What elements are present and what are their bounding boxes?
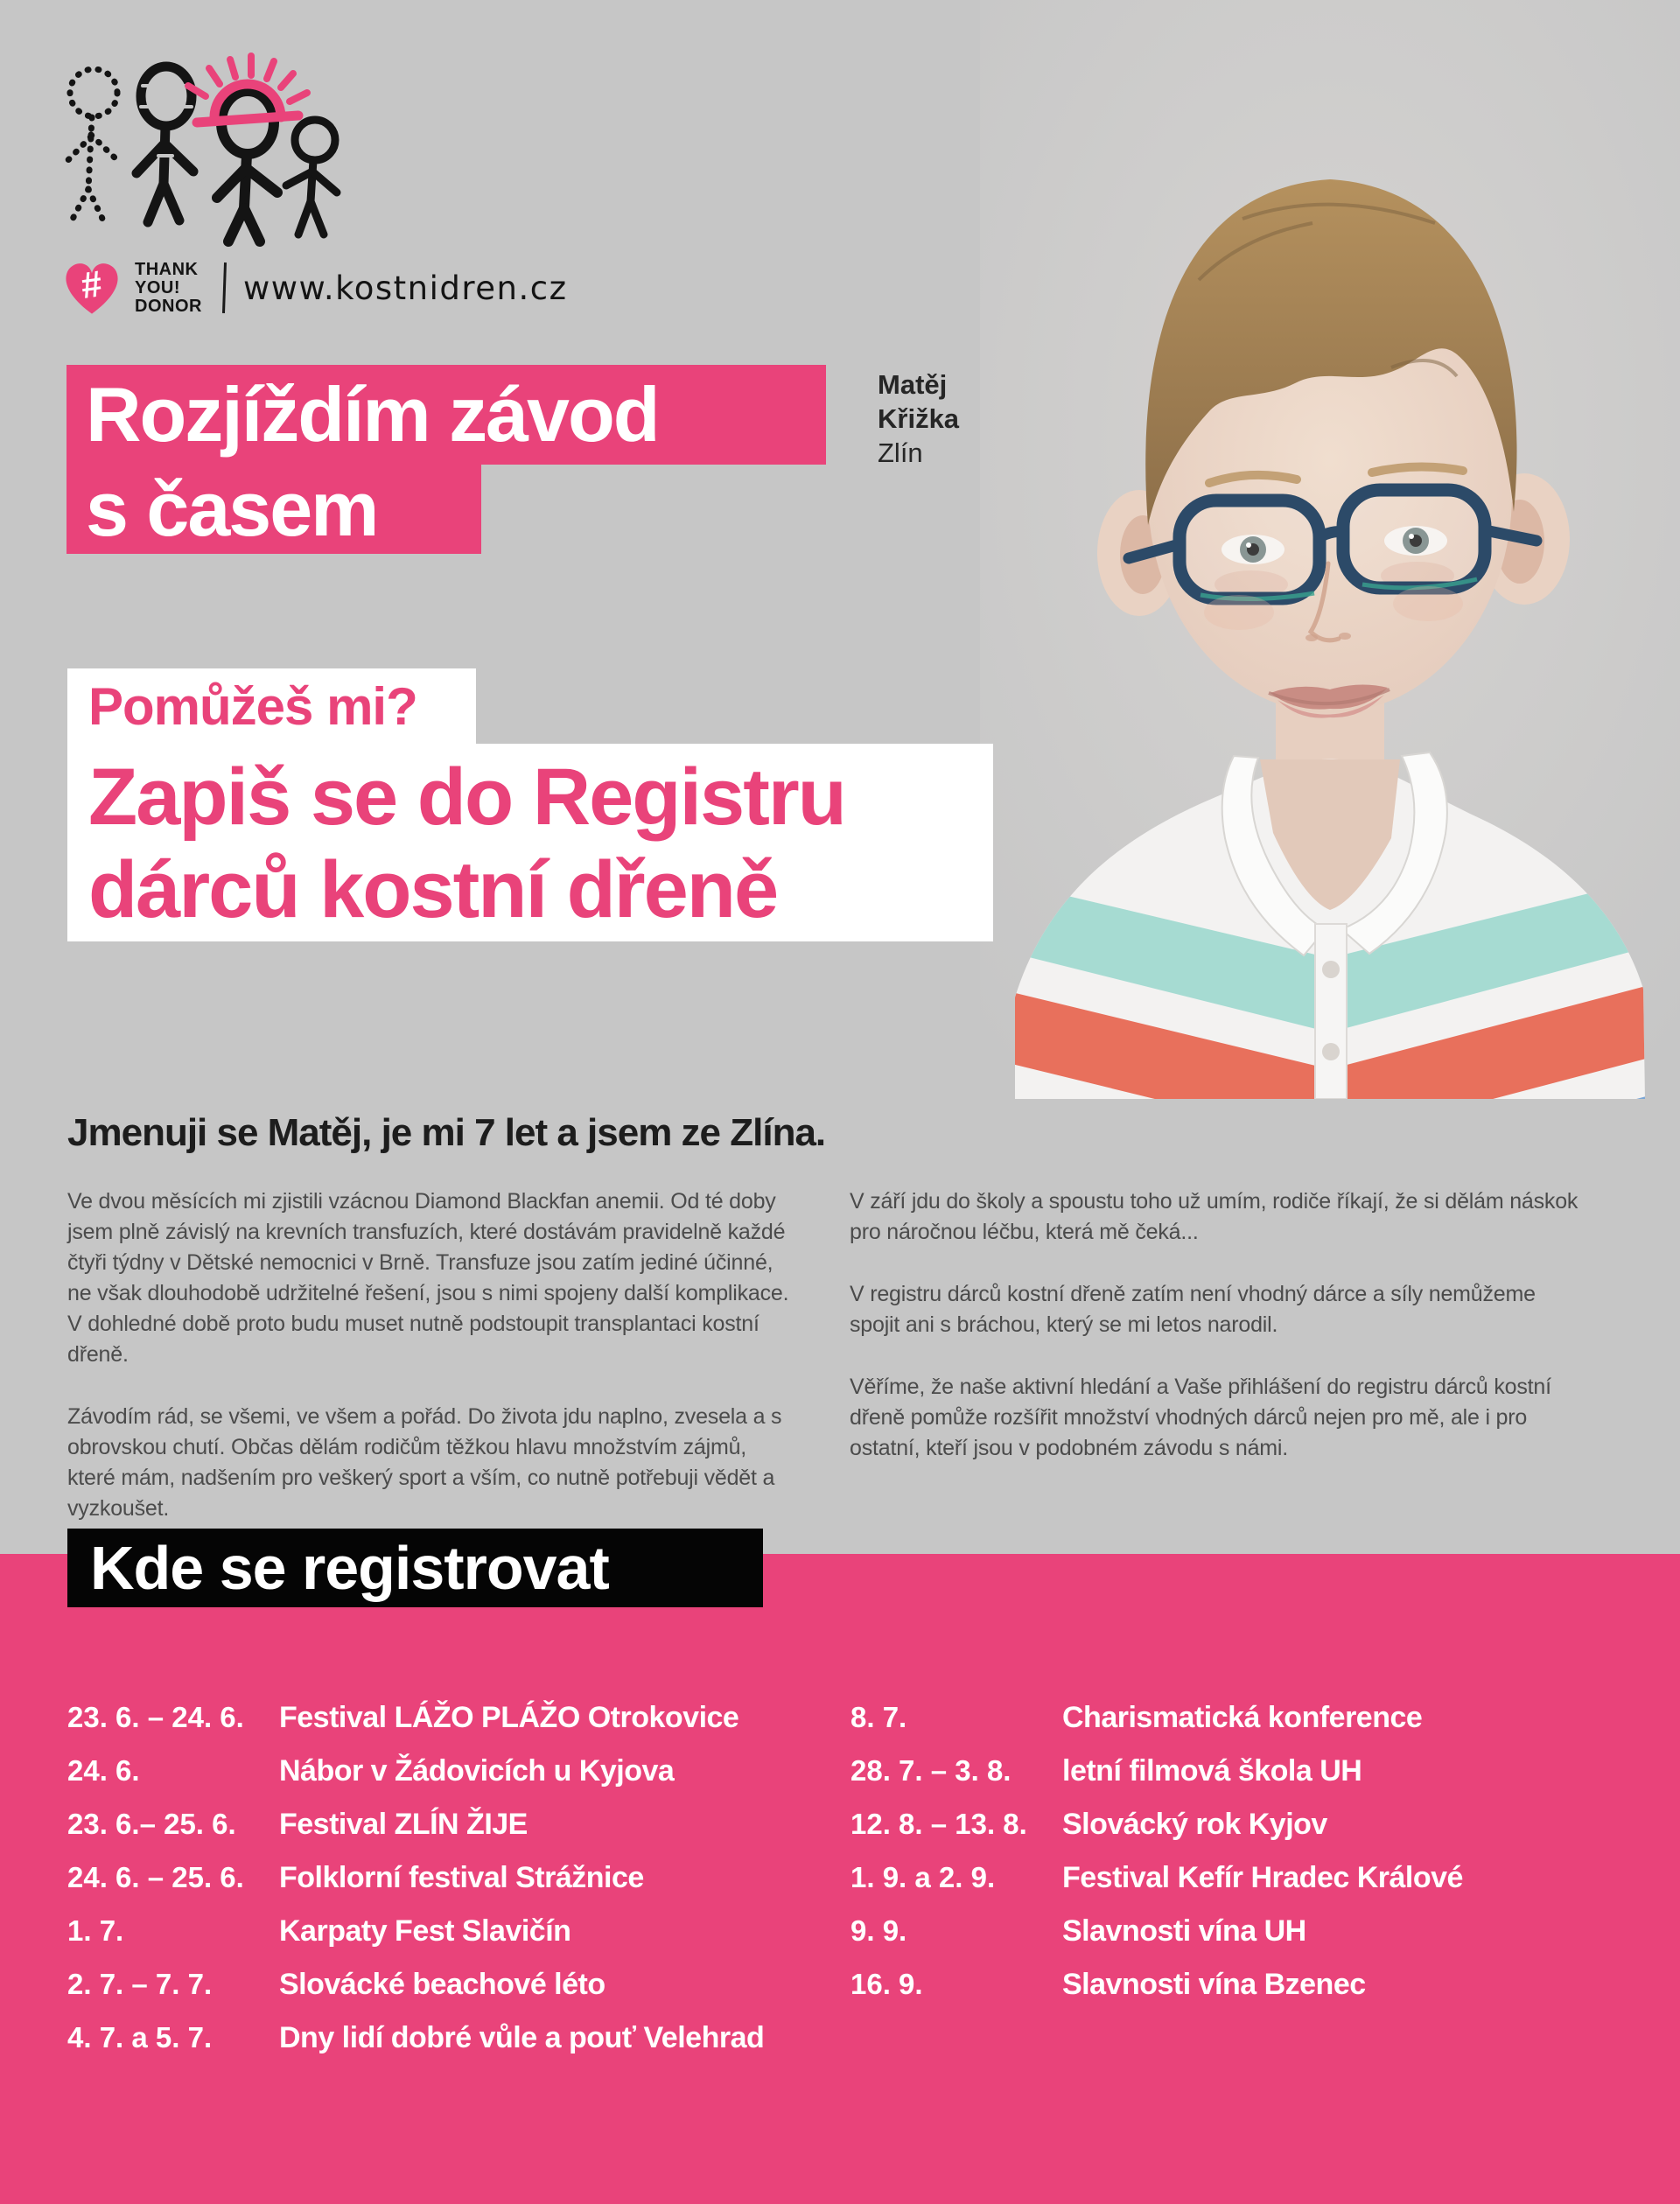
event-name: Nábor v Žádovicích u Kyjova: [279, 1754, 675, 1788]
event-row: [67, 1914, 802, 1968]
thank-line: THANK: [135, 259, 199, 279]
cta-line2: dárců kostní dřeně: [88, 845, 778, 934]
website-url: www.kostnidren.cz: [242, 269, 568, 307]
event-name: letní filmová škola UH: [1062, 1754, 1362, 1788]
event-name: Dny lidí dobré vůle a pouť Velehrad: [279, 2021, 765, 2054]
logo-divider: [222, 262, 227, 313]
story-paragraph: Závodím rád, se všemi, ve všem a pořád. Do života jdu naplno, zvesela a s obrovskou chutí. Občas dělám rodičům těžkou hlavu množstvím zájmů, které mám, nadšením pro veškerý sport a vším, co nutně potřebuji vědět a vyzkoušet.: [67, 1404, 782, 1521]
event-row: [850, 1914, 1603, 1968]
donor-line: DONOR: [135, 296, 202, 316]
event-date: 24. 6.: [67, 1754, 140, 1787]
event-row: [850, 1808, 1603, 1861]
event-name: Karpaty Fest Slavičín: [279, 1914, 571, 1948]
heart-hashtag-icon: [60, 257, 124, 318]
event-date: 4. 7. a 5. 7.: [67, 2021, 213, 2054]
events-list-left: [67, 1701, 802, 2075]
event-date: 2. 7. – 7. 7.: [67, 1968, 213, 2000]
person-first-name: Matěj: [878, 369, 948, 400]
person-city: Zlín: [878, 437, 923, 468]
event-name: Slovácké beachové léto: [279, 1968, 606, 2001]
event-name: Charismatická konference: [1062, 1701, 1423, 1734]
event-name: Festival LÁŽO PLÁŽO Otrokovice: [279, 1701, 739, 1734]
event-date: 23. 6.– 25. 6.: [67, 1808, 236, 1840]
event-name: Slovácký rok Kyjov: [1062, 1808, 1327, 1841]
person-last-name: Křižka: [878, 403, 960, 434]
event-name: Folklorní festival Strážnice: [279, 1861, 644, 1894]
story-paragraph: V září jdu do školy a spoustu toho už umím, rodiče říkají, že si dělám náskok pro náročnou léčbu, která mě čeká...: [850, 1189, 1578, 1244]
event-date: 9. 9.: [850, 1914, 907, 1947]
event-row: [67, 2021, 802, 2075]
event-date: 23. 6. – 24. 6.: [67, 1701, 244, 1733]
event-name: Slavnosti vína Bzenec: [1062, 1968, 1366, 2001]
event-date: 1. 9. a 2. 9.: [850, 1861, 996, 1893]
thank-you-donor-label: [135, 261, 202, 316]
event-row: [850, 1968, 1603, 2021]
event-row: [67, 1968, 802, 2021]
story-heading: Jmenuji se Matěj, je mi 7 let a jsem ze Zlína.: [67, 1111, 826, 1154]
story-right-column: [850, 1186, 1588, 1556]
event-date: 28. 7. – 3. 8.: [850, 1754, 1012, 1787]
you-line: YOU!: [135, 277, 180, 297]
event-date: 8. 7.: [850, 1701, 907, 1733]
story-paragraph: Věříme, že naše aktivní hledání a Vaše přihlášení do registru dárců kostní dřeně pomůže rozšířit množství vhodných dárců nejen pro mě, ale i pro ostatní, kteří jsou v podobném závodu s námi.: [850, 1375, 1551, 1460]
story-left-column: [67, 1186, 792, 1556]
event-date: 24. 6. – 25. 6.: [67, 1861, 244, 1893]
event-name: Slavnosti vína UH: [1062, 1914, 1306, 1948]
event-name: Festival ZLÍN ŽIJE: [279, 1808, 528, 1841]
event-row: [67, 1808, 802, 1861]
cta-banner: [67, 744, 993, 941]
boy-portrait-photo: [980, 0, 1680, 1099]
event-date: 1. 7.: [67, 1914, 124, 1947]
story-paragraph: Ve dvou měsících mi zjistili vzácnou Diamond Blackfan anemii. Od té doby jsem plně závislý na krevních transfuzích, které dostávám pravidelně každé čtyři týdny v Dětské nemocnici v Brně. Transfuze jsou zatím jediné účinné, ne však dlouhodobě udržitelné řešení, jsou s nimi spojeny další komplikace. V dohledné době proto budu muset nutně podstoupit transplantaci kostní dřeně.: [67, 1189, 789, 1367]
event-row: [67, 1861, 802, 1914]
question-banner: Pomůžeš mi?: [67, 668, 476, 744]
event-row: [67, 1701, 802, 1754]
logo-row: [60, 254, 568, 322]
story-paragraph: V registru dárců kostní dřeně zatím není vhodný dárce a síly nemůžeme spojit ani s bráchou, který se mi letos narodil.: [850, 1282, 1536, 1337]
boy-portrait-illustration: [980, 0, 1680, 1099]
person-label: [878, 367, 959, 470]
event-name: Festival Kefír Hradec Králové: [1062, 1861, 1463, 1894]
cta-line1: Zapiš se do Registru: [88, 752, 845, 842]
event-row: [67, 1754, 802, 1808]
event-row: [850, 1861, 1603, 1914]
story-columns: [67, 1186, 1590, 1556]
headline-line2: s časem: [66, 465, 481, 554]
event-date: 16. 9.: [850, 1968, 923, 2000]
svg-text:#: #: [78, 262, 105, 307]
headline-line1: Rozjíždím závod: [66, 365, 826, 465]
events-list-right: [850, 1701, 1603, 2021]
family-stick-figures-illustration: [48, 42, 354, 248]
event-row: [850, 1754, 1603, 1808]
event-date: 12. 8. – 13. 8.: [850, 1808, 1027, 1840]
register-heading-bar: Kde se registrovat: [67, 1529, 763, 1607]
event-row: [850, 1701, 1603, 1754]
